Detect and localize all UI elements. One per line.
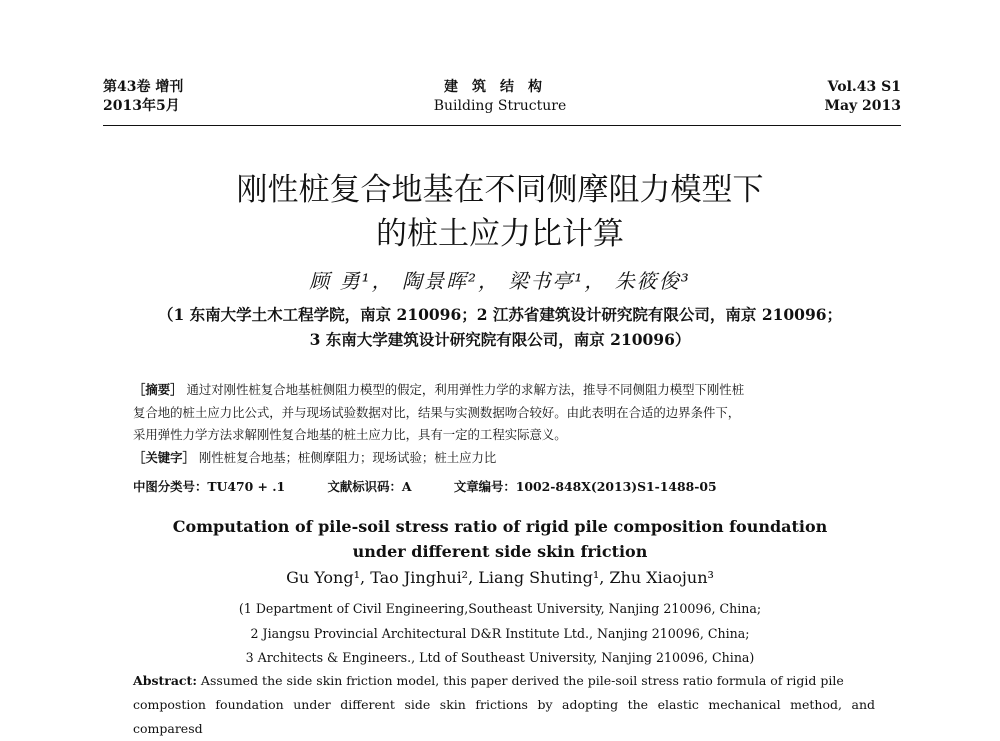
title-en-line2: under different side skin friction [352,542,648,561]
article-number: 文章编号：1002-848X(2013)S1-1488-05 [453,479,717,494]
classification-info [133,477,875,495]
journal-name-cn: 建筑结构 [444,79,556,95]
affiliations-cn [0,302,1000,352]
abstract-cn-line2: 复合地的桩土应力比公式，并与现场试验数据对比，结果与实测数据吻合较好。由此表明在合适的边界条件下， [133,404,741,420]
journal-header [0,78,1000,128]
volume-info-en [824,78,901,116]
abstract-cn-line3: 采用弹性力学方法求解刚性复合地基的桩土应力比，具有一定的工程实际意义。 [133,427,567,443]
header-divider [103,125,901,126]
abstract-cn [133,379,875,469]
title-cn-line2: 的桩土应力比计算 [376,216,624,252]
volume-en: Vol.43 S1 [827,79,901,95]
affiliation-en-line1: (1 Department of Civil Engineering,Southeast University, Nanjing 210096, China; [238,601,762,616]
affiliation-cn-line2: 3 东南大学建筑设计研究院有限公司，南京 210096） [309,330,691,349]
abstract-cn-line1: 通过对刚性桩复合地基桩侧阻力模型的假定，利用弹性力学的求解方法，推导不同侧阻力模型下刚性桩 [186,382,745,397]
volume-issue: 第43卷 增刊 [103,79,184,95]
authors-en: Gu Yong¹, Tao Jinghui², Liang Shuting¹, Zhu Xiaojun³ [286,568,714,587]
affiliation-cn-line1: （1 东南大学土木工程学院，南京 210096；2 江苏省建筑设计研究院有限公司，南京 210096； [157,305,843,324]
affiliation-en-line2: 2 Jiangsu Provincial Architectural D&R Institute Ltd., Nanjing 210096, China; [250,625,750,641]
authors-cn: 顾 勇¹， 陶景晖²， 梁书亭¹， 朱筱俊³ [309,269,691,293]
title-cn-line1: 刚性桩复合地基在不同侧摩阻力模型下 [236,172,764,208]
abstract-cn-label: ［摘要］ [133,382,183,397]
issue-date-cn: 2013年5月 [103,98,180,114]
abstract-en-line1: Assumed the side skin friction model, this paper derived the pile-soil stress ratio formula of rigid pile [200,673,844,688]
affiliations-en [0,597,1000,671]
paper-title-en [0,514,1000,564]
affiliation-en-line3: 3 Architects & Engineers., Ltd of Southeast University, Nanjing 210096, China) [245,650,755,665]
document-code: 文献标识码：A [327,479,412,494]
abstract-en [133,669,875,741]
abstract-en-line2: compostion foundation under different side skin frictions by adopting the elastic mechanical method, and comparesd [133,697,875,736]
keywords-cn-text: 刚性桩复合地基；桩侧摩阻力；现场试验；桩土应力比 [198,449,497,465]
title-en-line1: Computation of pile-soil stress ratio of rigid pile composition foundation [172,517,828,536]
journal-name-en: Building Structure [433,98,567,114]
paper-title-cn [0,168,1000,256]
clc-number: 中图分类号：TU470 + .1 [133,479,286,494]
abstract-en-label: Abstract: [133,673,197,688]
keywords-cn-label: ［关键字］ [133,449,195,465]
issue-date-en: May 2013 [824,98,901,114]
